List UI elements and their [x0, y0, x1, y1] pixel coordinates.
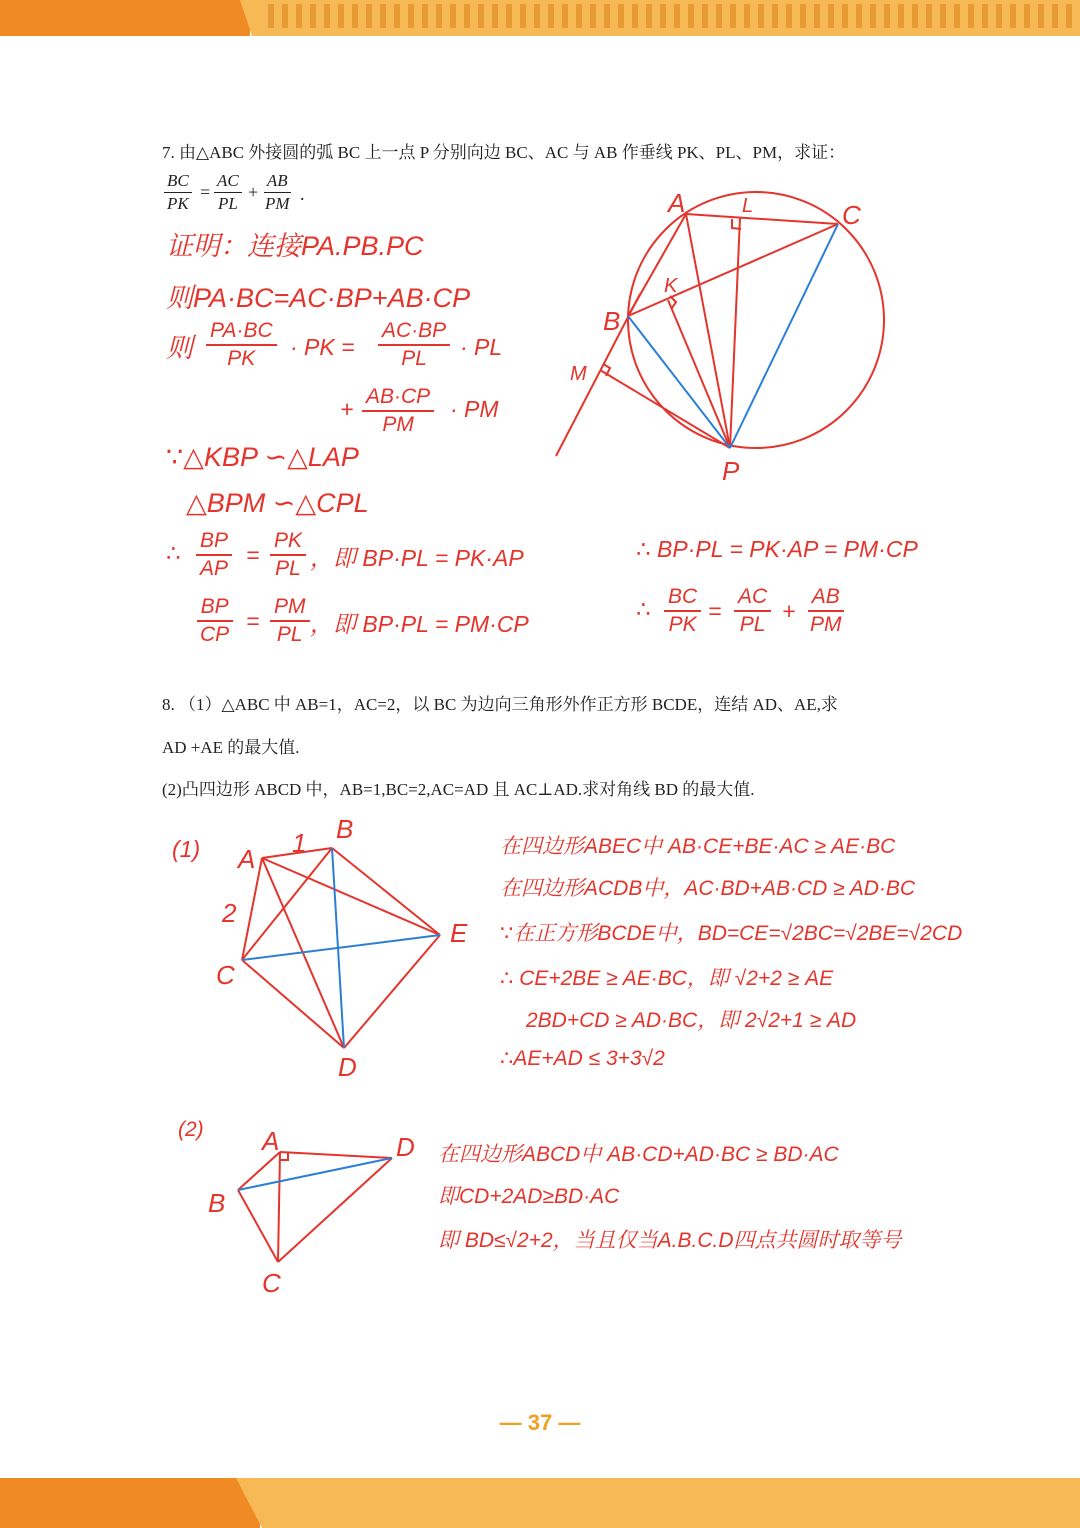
- extension-ab: [556, 294, 640, 456]
- r1-rden: PL: [275, 557, 301, 580]
- label-a: A: [238, 844, 256, 874]
- c2-num3: AB: [808, 584, 844, 612]
- side-ac: [686, 214, 838, 224]
- r1-tail: ，即 BP·PL = PK·AP: [310, 545, 524, 571]
- formula-den-pk: PK: [167, 194, 189, 213]
- side-ed: [344, 935, 440, 1048]
- side-ab: [238, 1152, 280, 1190]
- segment-ae: [262, 858, 440, 935]
- r2-eq: =: [246, 608, 260, 634]
- side-ad: [280, 1152, 392, 1158]
- footer-banner: [0, 1476, 1080, 1528]
- r2-rden: PL: [276, 623, 303, 646]
- part1-line-6: ∴AE+AD ≤ 3+3√2: [500, 1047, 665, 1070]
- segment-pa: [686, 214, 730, 448]
- part1-line-1: 在四边形ABEC中 AB·CE+BE·AC ≥ AE·BC: [500, 835, 896, 858]
- similar-line-2: △BPM ∽△CPL: [186, 488, 369, 518]
- label-d: D: [396, 1132, 415, 1162]
- r1-rnum: PK: [270, 528, 306, 556]
- label-a: A: [262, 1126, 280, 1156]
- label-m: M: [570, 363, 587, 385]
- therefore-2: ∴: [636, 596, 651, 622]
- side-bc: [238, 1190, 278, 1262]
- problem8-statement-line1: 8. （1）△ABC 中 AB=1，AC=2，以 BC 为边向三角形外作正方形 BCDE，连结 AD、AE,求: [162, 695, 838, 714]
- r1-eq: =: [246, 542, 260, 568]
- similar-line-1: ∵△KBP ∽△LAP: [166, 442, 359, 472]
- label-e: E: [450, 918, 468, 948]
- problem7-statement: 7. 由△ABC 外接圆的弧 BC 上一点 P 分别向边 BC、AC 与 AB 作垂线 PK、PL、PM，求证：: [162, 143, 846, 162]
- side-be: [332, 848, 440, 935]
- right-angle-a: [280, 1153, 288, 1160]
- c2-den2: PL: [739, 613, 766, 636]
- proof-line-2: 则PA·BC=AC·BP+AB·CP: [166, 283, 471, 313]
- side-cd: [278, 1158, 392, 1262]
- formula-num-ab: AB: [264, 170, 291, 193]
- problem8-statement-line3: (2)凸四边形 ABCD 中，AB=1,BC=2,AC=AD 且 AC⊥AD.求对角线 BD 的最大值.: [162, 780, 755, 799]
- therefore-1: ∴: [166, 540, 181, 566]
- formula-num-ac: AC: [214, 170, 242, 193]
- label-k: K: [664, 275, 678, 297]
- label-c: C: [842, 200, 861, 230]
- c2-num2: AC: [734, 584, 771, 612]
- l3-frac2-den: PL: [401, 347, 427, 370]
- c2-den3: PM: [810, 613, 842, 636]
- part1-line-2: 在四边形ACDB中，AC·BD+AB·CD ≥ AD·BC: [500, 877, 916, 900]
- proof-line-1: 证明：连接PA.PB.PC: [166, 231, 424, 261]
- label-b: B: [603, 306, 621, 336]
- l4-frac-den: PM: [382, 413, 414, 436]
- conclusion-line-1: ∴ BP·PL = PK·AP = PM·CP: [636, 536, 918, 562]
- l4-plus: +: [340, 396, 354, 422]
- l4-frac-num: AB·CP: [362, 384, 434, 412]
- right-angle-m: [603, 364, 610, 376]
- formula-den-pm: PM: [265, 194, 290, 213]
- segment-pc: [730, 224, 838, 448]
- label-b: B: [208, 1188, 226, 1218]
- side-bc: [242, 848, 332, 960]
- r2-den: CP: [200, 623, 230, 646]
- part2-tag: (2): [178, 1118, 204, 1141]
- label-a: A: [668, 188, 686, 218]
- label-l: L: [742, 195, 754, 217]
- side-cd: [242, 960, 344, 1048]
- period: .: [300, 184, 305, 204]
- perpendicular-pm: [600, 370, 730, 448]
- part2-line-3: 即 BD≤√2+2，当且仅当A.B.C.D四点共圆时取等号: [438, 1229, 902, 1252]
- perpendicular-pk: [668, 300, 730, 448]
- part1-line-5: 2BD+CD ≥ AD·BC，即 2√2+1 ≥ AD: [526, 1009, 857, 1032]
- label-two: 2: [222, 898, 237, 928]
- c2-num1: BC: [664, 584, 701, 612]
- l4-end: · PM: [450, 396, 499, 422]
- label-c: C: [262, 1268, 281, 1298]
- c2-plus: +: [782, 598, 796, 624]
- l3-mid: · PK =: [290, 334, 355, 360]
- equals-sign: =: [200, 182, 211, 202]
- side-bc: [628, 224, 838, 316]
- perpendicular-pl: [730, 218, 740, 448]
- quadrilateral-figure: [200, 1120, 420, 1300]
- page-number: — 37 —: [499, 1410, 581, 1435]
- c2-den1: PK: [668, 613, 697, 636]
- part2-line-1: 在四边形ABCD中 AB·CD+AD·BC ≥ BD·AC: [438, 1143, 839, 1166]
- c2-eq: =: [708, 598, 722, 624]
- r2-tail: ，即 BP·PL = PM·CP: [310, 611, 529, 637]
- label-c: C: [216, 960, 235, 990]
- r2-rnum: PM: [270, 594, 310, 622]
- part2-line-2: 即CD+2AD≥BD·AC: [438, 1185, 620, 1208]
- diagonal-ac: [278, 1152, 280, 1262]
- part1-line-4: ∴ CE+2BE ≥ AE·BC，即 √2+2 ≥ AE: [500, 967, 834, 990]
- plus-sign: +: [248, 182, 259, 202]
- problem8-statement-line2: AD +AE 的最大值.: [162, 738, 300, 757]
- r2-num: BP: [197, 594, 233, 622]
- diagonal-bd: [238, 1158, 392, 1190]
- label-p: P: [722, 456, 740, 486]
- proof-line-3-prefix: 则: [166, 333, 193, 363]
- l3-end: · PL: [460, 334, 503, 360]
- part1-tag: (1): [172, 836, 201, 862]
- square-figure: [210, 812, 480, 1084]
- label-b: B: [336, 814, 354, 844]
- label-one: 1: [292, 828, 307, 858]
- l3-frac2-num: AC·BP: [378, 318, 450, 346]
- r1-den: AP: [200, 557, 229, 580]
- label-d: D: [338, 1052, 357, 1082]
- formula-den-pl: PL: [217, 194, 238, 213]
- l3-frac1-den: PK: [227, 347, 256, 370]
- circumcircle-figure: [540, 180, 900, 490]
- r1-num: BP: [196, 528, 232, 556]
- diagonal-ce: [242, 935, 440, 960]
- part1-line-3: ∵在正方形BCDE中，BD=CE=√2BC=√2BE=√2CD: [500, 922, 963, 945]
- formula-num-bc: BC: [164, 170, 192, 193]
- l3-frac1-num: PA·BC: [206, 318, 277, 346]
- header-banner: [0, 0, 1080, 36]
